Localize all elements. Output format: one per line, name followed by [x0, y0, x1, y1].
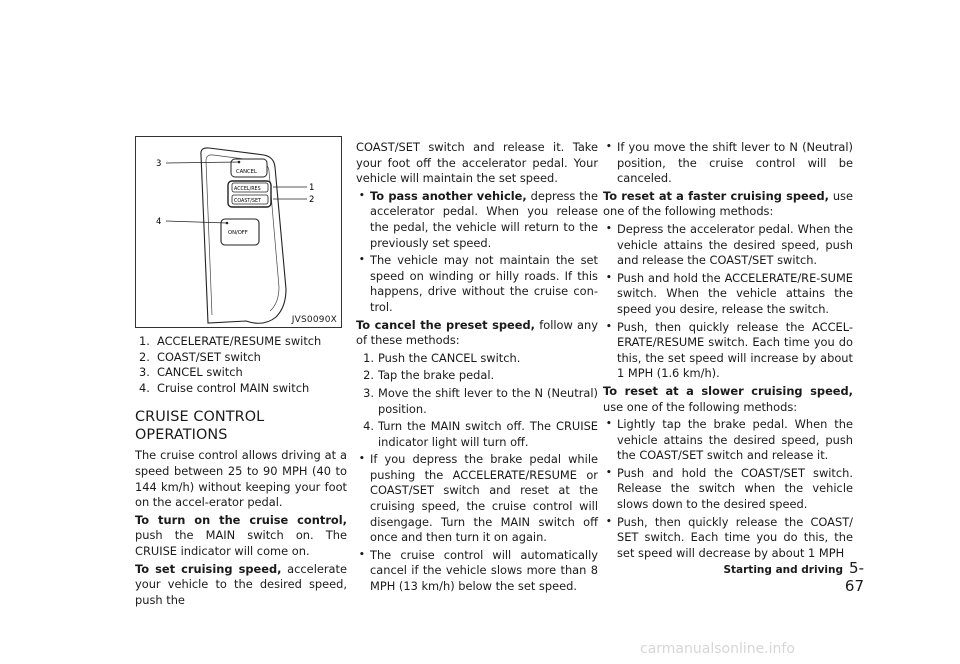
page-number: 5-67	[844, 559, 864, 595]
callout-4: 4	[156, 217, 162, 227]
faster-method: • Push and hold the ACCELERATE/RE-SUME switch. When the vehicle attains the speed you desire, release the switch.	[603, 271, 853, 318]
faster-paragraph: To reset at a faster cruising speed, use one of the following methods:	[603, 188, 853, 219]
middle-column	[356, 140, 598, 595]
figure-legend	[139, 334, 347, 396]
turn-on-paragraph: To turn on the cruise control, push the MAIN switch on. The CRUISE indicator will come on.	[135, 512, 347, 558]
cancel-step: 1. Push the CANCEL switch.	[363, 350, 521, 365]
legend-item: 4. Cruise control MAIN switch	[139, 380, 310, 395]
footer-section: Starting and driving	[723, 564, 844, 576]
right-column	[603, 140, 853, 561]
slower-paragraph: To reset at a slower cruising speed, use one of the following methods:	[603, 383, 853, 414]
bullet-pass-vehicle: • To pass another vehicle, depress the accelerator pedal. When you release the pedal, the vehicle will return to the previously set speed.	[356, 189, 598, 251]
watermark: carmanualsonline.info	[640, 641, 795, 657]
cruise-switch-figure	[135, 136, 342, 328]
slower-method: • Push, then quickly release the COAST/ SET switch. Each time you do this, the set speed will decrease by about 1 MPH	[603, 515, 853, 562]
slower-method: • Lightly tap the brake pedal. When the vehicle attains the desired speed, push the COAST/SET switch and release it.	[603, 417, 853, 464]
set-speed-continued: COAST/SET switch and release it. Take your foot off the accelerator pedal. Your vehicle will maintain the set speed.	[356, 140, 598, 186]
bullet-winding-roads: • The vehicle may not maintain the set speed on winding or hilly roads. If this happens, drive without the cruise con-trol.	[356, 253, 598, 315]
bullet-auto-cancel: • The cruise control will automatically cancel if the vehicle slows more than 8 MPH (13 km/h) below the set speed.	[356, 548, 598, 595]
cancel-step: 3. Move the shift lever to the N (Neutral) position.	[363, 385, 598, 416]
cancel-switch-text: CANCEL	[236, 169, 257, 175]
on-off-text: ON/OFF	[228, 230, 248, 236]
callout-1: 1	[309, 183, 315, 193]
legend-item: 2. COAST/SET switch	[139, 349, 261, 364]
section-title: CRUISE CONTROL OPERATIONS	[135, 409, 265, 444]
callout-3: 3	[156, 159, 162, 169]
coast-set-text: COAST/SET	[234, 199, 261, 204]
cancel-step: 4. Turn the MAIN switch off. The CRUISE indicator light will turn off.	[363, 419, 598, 449]
legend-item: 1. ACCELERATE/RESUME switch	[139, 334, 322, 348]
cancel-step: 2. Tap the brake pedal.	[363, 368, 495, 383]
left-column	[135, 136, 347, 608]
bullet-neutral-cancel: • If you move the shift lever to N (Neutral) position, the cruise control will be canceled.	[603, 140, 853, 187]
intro-paragraph: The cruise control allows driving at a speed between 25 to 90 MPH (40 to 144 km/h) without keeping your foot on the accel-erator pedal.	[135, 448, 347, 510]
page-footer	[714, 561, 864, 595]
faster-method: • Depress the accelerator pedal. When the vehicle attains the desired speed, push and release the COAST/SET switch.	[603, 222, 853, 269]
accel-res-text: ACCEL/RES	[234, 187, 261, 192]
bullet-brake-disengage: • If you depress the brake pedal while pushing the ACCELERATE/RESUME or COAST/SET switch and reset at the cruising speed, the cruise control will disengage. Turn the MAIN switch off once and then turn it on again.	[356, 452, 598, 546]
faster-method: • Push, then quickly release the ACCEL-ERATE/RESUME switch. Each time you do this, the set speed will increase by about 1 MPH (1.6 km/h).	[603, 320, 853, 382]
slower-method: • Push and hold the COAST/SET switch. Release the switch when the vehicle slows down to the desired speed.	[603, 466, 853, 513]
cancel-paragraph: To cancel the preset speed, follow any of these methods:	[356, 317, 598, 348]
switch-illustration	[136, 137, 341, 327]
set-speed-paragraph: To set cruising speed, accelerate your vehicle to the desired speed, push the	[135, 561, 348, 607]
callout-2: 2	[309, 195, 315, 205]
figure-id: JVS0090X	[291, 315, 337, 325]
legend-item: 3. CANCEL switch	[139, 365, 243, 380]
